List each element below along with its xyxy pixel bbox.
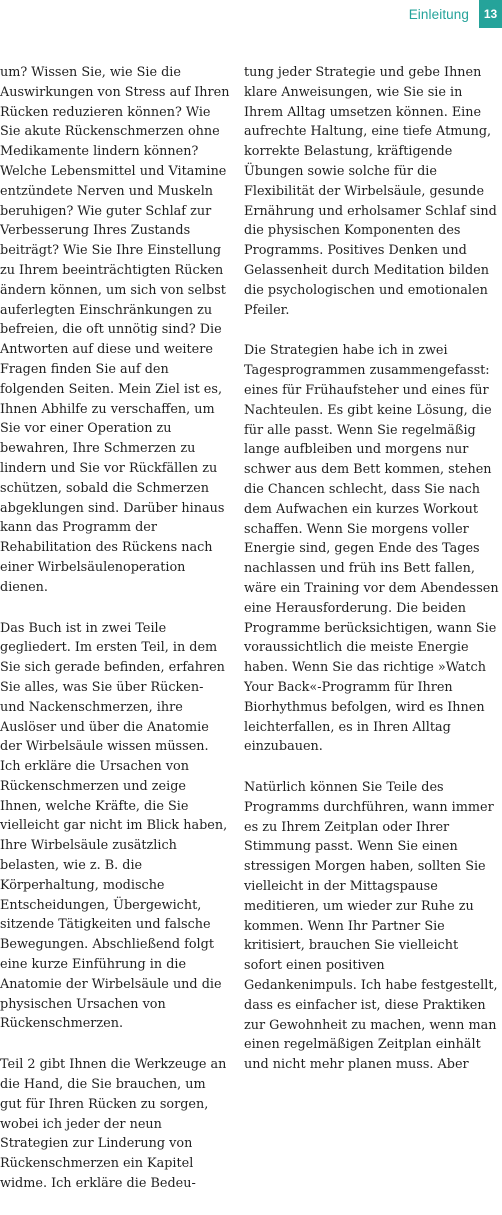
left-column — [0, 63, 230, 1215]
paragraph: Die Strategien habe ich in zwei Tagesprogrammen zusammengefasst: eines für Frühaufsteher und eines für Nachteulen. Es gibt keine Lösung, die für alle passt. Wenn Sie regelmäßig lange aufbleiben und morgens nur schwer aus dem Bett kommen, stehen die Chancen schlecht, dass Sie nach dem Aufwachen ein kurzes Workout schaffen. Wenn Sie morgens voller Energie sind, gegen Ende des Tages nachlassen und früh ins Bett fallen, wäre ein Training vor dem Abendessen eine Herausforderung. Die beiden Programme berücksichtigen, wann Sie voraussichtlich die meiste Energie haben. Wenn Sie das richtige »Watch Your Back«-Programm für Ihren Biorhythmus befolgen, wird es Ihnen leichterfallen, es in Ihren Alltag einzubauen. — [244, 343, 499, 755]
page-number-badge: 13 — [479, 0, 502, 28]
paragraph: tung jeder Strategie und gebe Ihnen klare Anweisungen, wie Sie sie in Ihrem Alltag umsetzen können. Eine aufrechte Haltung, eine tiefe Atmung, korrekte Belastung, kräftigende Übungen sowie solche für die Flexibilität der Wirbelsäule, gesunde Ernährung und erholsamer Schlaf sind die physischen Komponenten des Programms. Positives Denken und Gelassenheit durch Meditation bilden die psychologischen und emotionalen Pfeiler. — [244, 65, 497, 318]
page-header — [409, 0, 502, 28]
right-column — [244, 63, 499, 1096]
paragraph: Teil 2 gibt Ihnen die Werkzeuge an die Hand, die Sie brauchen, um gut für Ihren Rücken zu sorgen, wobei ich jeder der neun Strategien zur Linderung von Rückenschmerzen ein Kapitel widme. Ich erkläre die Bedeu- — [0, 1057, 227, 1192]
section-title: Einleitung — [408, 6, 469, 22]
paragraph: Das Buch ist in zwei Teile gegliedert. Im ersten Teil, in dem Sie sich gerade befinden, erfahren Sie alles, was Sie über Rücken- und Nackenschmerzen, ihre Auslöser und über die Anatomie der Wirbelsäule wissen müssen. Ich erkläre die Ursachen von Rückenschmerzen und zeige Ihnen, welche Kräfte, die Sie vielleicht gar nicht im Blick haben, Ihre Wirbelsäule zusätzlich belasten, wie z. B. die Körperhaltung, modische Entscheidungen, Übergewicht, sitzende Tätigkeiten und falsche Bewegungen. Abschließend folgt eine kurze Einführung in die Anatomie der Wirbelsäule und die physischen Ursachen von Rückenschmerzen. — [0, 620, 228, 1032]
paragraph: Natürlich können Sie Teile des Programms durchführen, wann immer es zu Ihrem Zeitplan oder Ihrer Stimmung passt. Wenn Sie einen stressigen Morgen haben, sollten Sie vielleicht in der Mittagspause meditieren, um wieder zur Ruhe zu kommen. Wenn Ihr Partner Sie kritisiert, brauchen Sie vielleicht sofort einen positiven Gedankenimpuls. Ich habe festgestellt, dass es einfacher ist, diese Praktiken zur Gewohnheit zu machen, wenn man einen regelmäßigen Zeitplan einhält und nicht mehr planen muss. Aber — [244, 780, 498, 1073]
paragraph: um? Wissen Sie, wie Sie die Auswirkungen von Stress auf Ihren Rücken reduzieren können? Wie Sie akute Rückenschmerzen ohne Medikamente lindern können? Welche Lebensmittel und Vitamine entzündete Nerven und Muskeln beruhigen? Wie guter Schlaf zur Verbesserung Ihres Zustands beiträgt? Wie Sie Ihre Einstellung zu Ihrem beeinträchtigten Rücken ändern können, um sich von selbst auferlegten Einschränkungen zu befreien, die oft unnötig sind? Die Antworten auf diese und weitere Fragen finden Sie auf den folgenden Seiten. Mein Ziel ist es, Ihnen Abhilfe zu verschaffen, um Sie vor einer Operation zu bewahren, Ihre Schmerzen zu lindern und Sie vor Rückfällen zu schützen, sobald die Schmerzen abgeklungen sind. Darüber hinaus kann das Programm der Rehabilitation des Rückens nach einer Wirbelsäulenoperation dienen. — [0, 65, 230, 595]
